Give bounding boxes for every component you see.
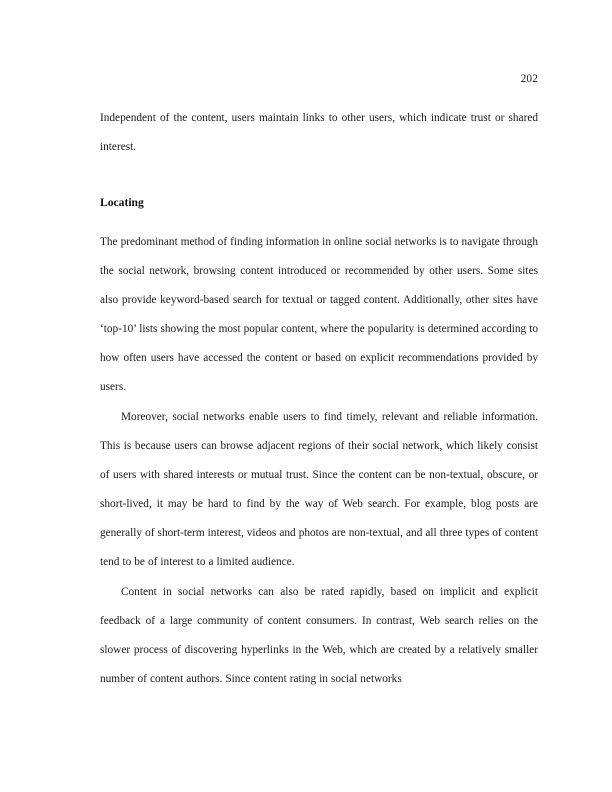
paragraph-independent-of-content: Independent of the content, users maintain links to other users, which indicate trust or shared interest. (100, 112, 538, 153)
page-number: 202 (520, 73, 538, 85)
paragraph-predominant-method: The predominant method of finding information in online social networks is to navigate through the social network, browsing content introduced or recommended by other users. Some sites also provide keyword-based search for textual or tagged content. Additionally, other sites have ‘top-10’ lists showing the most popular content, where the popularity is determined according to how often users have accessed the content or based on explicit recommendations provided by users. (100, 236, 538, 393)
paragraph-content-in-social-networks: Content in social networks can also be rated rapidly, based on implicit and explicit feedback of a large community of content consumers. In contrast, Web search relies on the slower process of discovering hyperlinks in the Web, which are created by a relatively smaller number of content authors. Since content rating in social networks (100, 586, 538, 685)
page-body (100, 104, 538, 694)
paragraph-moreover-social-networks: Moreover, social networks enable users to find timely, relevant and reliable information. This is because users can browse adjacent regions of their social network, which likely consist of users with shared interests or mutual trust. Since the content can be non-textual, obscure, or short-lived, it may be hard to find by the way of Web search. For example, blog posts are generally of short-term interest, videos and photos are non-textual, and all three types of content tend to be of interest to a limited audience. (100, 411, 538, 568)
spacer-before-heading (100, 162, 538, 188)
section-heading-locating: Locating (100, 196, 144, 209)
spacer-after-heading (100, 217, 538, 228)
